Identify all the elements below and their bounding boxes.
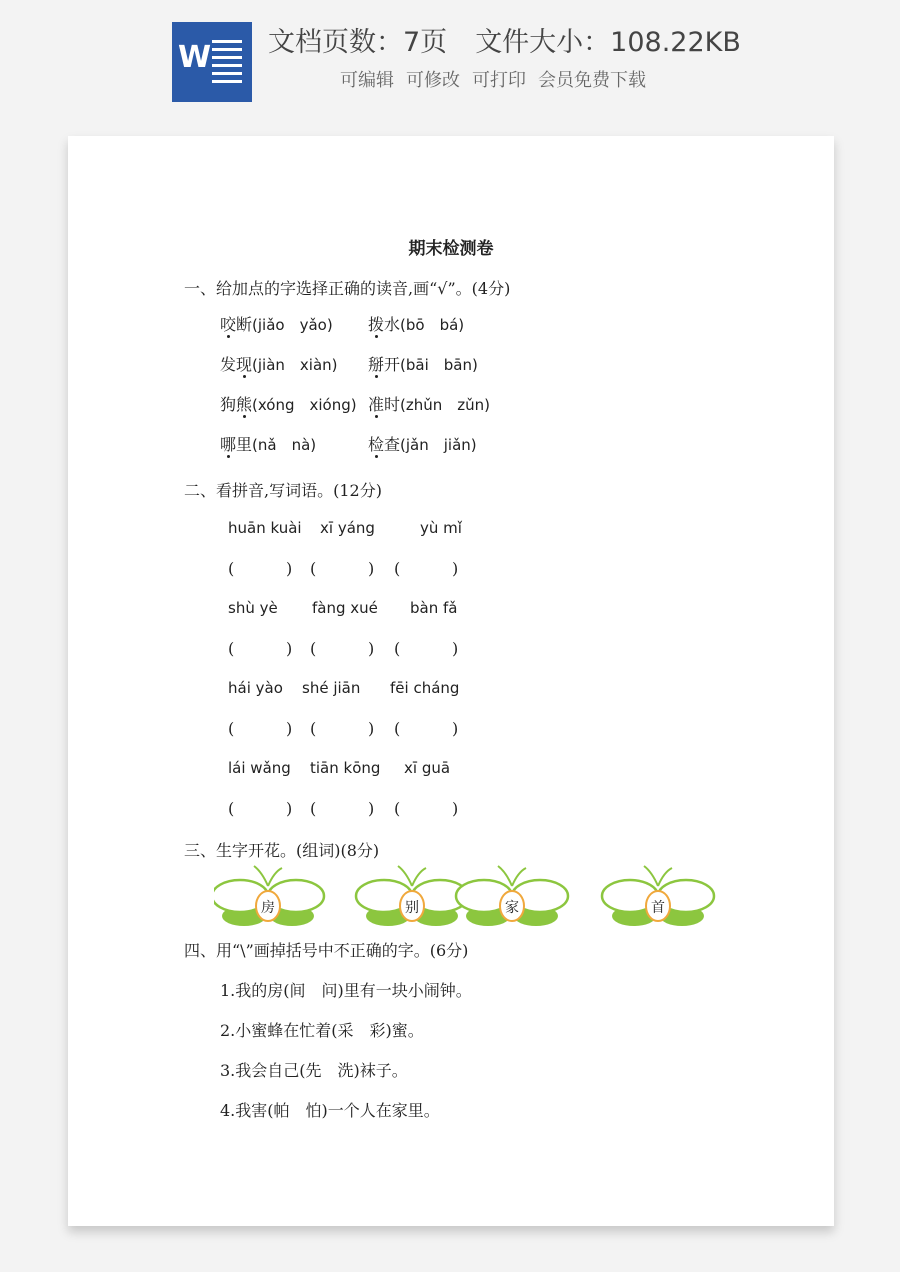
pinyin-options: (bāi bān) (400, 356, 478, 374)
word-char: 狗 (220, 395, 237, 414)
q4-item-2: 2.小蜜蜂在忙着(采 彩)蜜。 (220, 1021, 424, 1040)
dotted-char: 准 (368, 395, 385, 414)
word-char: 断 (236, 315, 253, 334)
pinyin-word: tiān kōng (310, 759, 381, 777)
dotted-char: 哪 (220, 435, 237, 454)
feature-editable: 可编辑 (340, 70, 394, 91)
answer-close-paren: ) (452, 639, 459, 658)
answer-open-paren: ( (228, 639, 235, 658)
pinyin-word: hái yào (228, 679, 283, 697)
answer-open-paren: ( (394, 799, 401, 818)
pinyin-word: fēi cháng (390, 679, 460, 697)
flower-3 (456, 866, 568, 926)
answer-open-paren: ( (228, 559, 235, 578)
q1-word-3-1 (368, 432, 477, 455)
feature-list (340, 66, 646, 92)
pinyin-options: (jiàn xiàn) (252, 356, 338, 374)
word-char: 查 (384, 435, 401, 454)
flower-character: 别 (405, 900, 419, 916)
q4-item-1: 1.我的房(间 问)里有一块小闹钟。 (220, 981, 472, 1000)
pinyin-word: bàn fǎ (410, 599, 458, 617)
dotted-char: 熊 (236, 395, 253, 414)
pinyin-word: xī guā (404, 759, 451, 777)
flower-character: 房 (261, 900, 275, 916)
pinyin-options: (zhǔn zǔn) (400, 396, 491, 414)
pinyin-options: (xóng xióng) (252, 396, 357, 414)
q1-word-0-1 (368, 312, 464, 335)
answer-close-paren: ) (286, 559, 293, 578)
answer-open-paren: ( (394, 639, 401, 658)
q1-word-0-0 (220, 312, 333, 335)
answer-close-paren: ) (452, 719, 459, 738)
pinyin-word: fàng xué (312, 599, 378, 617)
answer-close-paren: ) (368, 719, 375, 738)
word-char: 里 (236, 435, 253, 454)
answer-close-paren: ) (368, 559, 375, 578)
pinyin-word: xī yáng (320, 519, 375, 537)
word-char: 开 (384, 355, 401, 374)
pinyin-options: (nǎ nà) (252, 436, 317, 454)
word-icon-letter: W (178, 40, 212, 75)
q4-item-4: 4.我害(帕 怕)一个人在家里。 (220, 1101, 440, 1120)
dotted-char: 检 (368, 435, 385, 454)
answer-close-paren: ) (452, 799, 459, 818)
q1-word-1-1 (368, 352, 478, 375)
pinyin-word: yù mǐ (420, 519, 462, 537)
q4-item-3: 3.我会自己(先 洗)袜子。 (220, 1061, 408, 1080)
answer-open-paren: ( (310, 639, 317, 658)
q1-word-1-0 (220, 352, 338, 375)
pinyin-options: (bō bá) (400, 316, 465, 334)
answer-close-paren: ) (368, 639, 375, 658)
q3-heading: 三、生字开花。(组词)(8分) (184, 841, 380, 860)
pinyin-word: lái wǎng (228, 759, 291, 777)
pinyin-word: huān kuài (228, 519, 302, 537)
page-title: 期末检测卷 (408, 239, 494, 259)
flower-1 (214, 866, 324, 926)
document-info-header (0, 0, 900, 120)
character-flowers (214, 864, 724, 934)
dotted-char: 拨 (368, 315, 385, 334)
answer-close-paren: ) (286, 639, 293, 658)
word-char: 水 (384, 315, 401, 334)
feature-modifiable: 可修改 (406, 70, 460, 91)
answer-close-paren: ) (368, 799, 375, 818)
flower-character: 家 (505, 900, 519, 916)
flower-character: 首 (651, 900, 665, 916)
pinyin-word: shù yè (228, 599, 278, 617)
answer-open-paren: ( (310, 719, 317, 738)
flower-2 (356, 866, 468, 926)
dotted-char: 咬 (220, 315, 237, 334)
word-char: 时 (384, 395, 401, 414)
q1-word-2-1 (368, 392, 490, 415)
q1-word-2-0 (220, 392, 357, 415)
q4-heading: 四、用“\”画掉括号中不正确的字。(6分) (184, 941, 469, 960)
word-document-icon (172, 22, 252, 102)
answer-close-paren: ) (452, 559, 459, 578)
q1-word-3-0 (220, 432, 316, 455)
document-stats (268, 20, 741, 59)
answer-open-paren: ( (394, 559, 401, 578)
answer-open-paren: ( (310, 799, 317, 818)
answer-open-paren: ( (394, 719, 401, 738)
answer-close-paren: ) (286, 799, 293, 818)
dotted-char: 掰 (368, 355, 385, 374)
pinyin-options: (jiǎo yǎo) (252, 316, 333, 334)
dotted-char: 现 (236, 355, 253, 374)
answer-open-paren: ( (228, 799, 235, 818)
word-char: 发 (220, 355, 237, 374)
q2-heading: 二、看拼音,写词语。(12分) (184, 481, 382, 500)
file-size: 文件大小：108.22KB (475, 27, 741, 58)
pinyin-word: shé jiān (302, 679, 361, 697)
feature-member-download: 会员免费下载 (538, 70, 646, 91)
answer-open-paren: ( (310, 559, 317, 578)
flower-4 (602, 866, 714, 926)
feature-printable: 可打印 (472, 70, 526, 91)
page-count: 文档页数：7页 (268, 27, 448, 58)
answer-open-paren: ( (228, 719, 235, 738)
q1-heading: 一、给加点的字选择正确的读音,画“√”。(4分) (184, 279, 511, 298)
answer-close-paren: ) (286, 719, 293, 738)
document-page (68, 136, 834, 1226)
pinyin-options: (jǎn jiǎn) (400, 436, 477, 454)
